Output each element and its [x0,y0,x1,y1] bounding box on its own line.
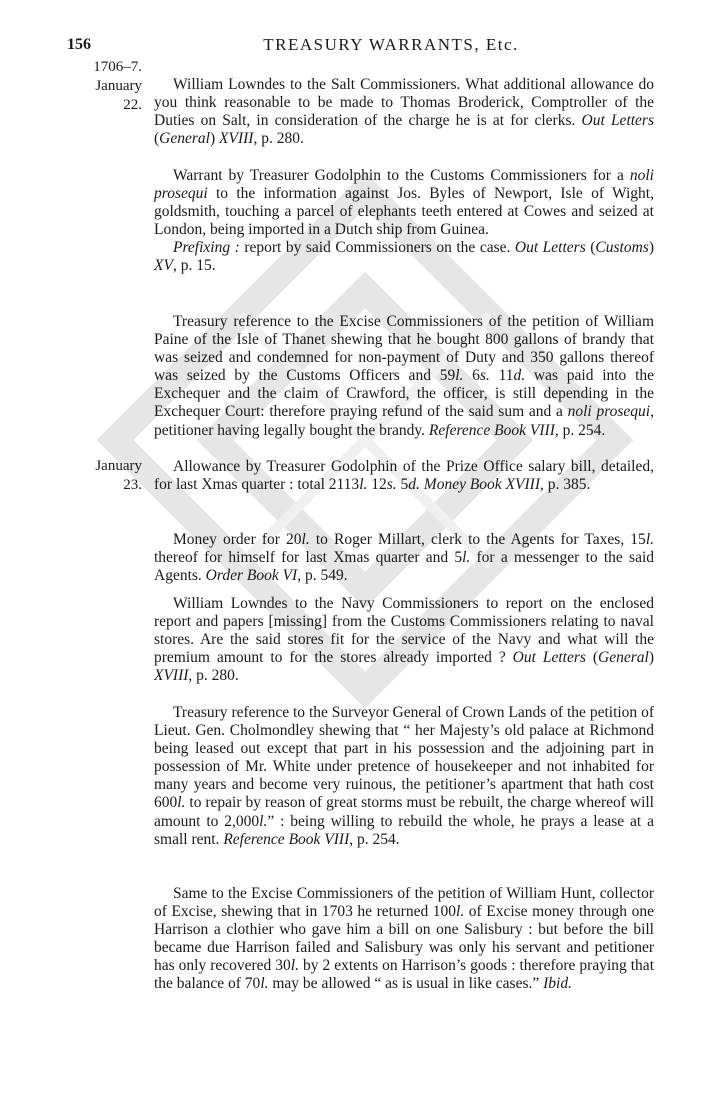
italic-run: Order Book VI [205,567,298,585]
text-run: William Lowndes to the Salt Commissioners. What additional allowance do you think reasonable to be made to Thomas Broderick, Comptroller of the Duties on Salt, in consideration of the charge he is at for clerks. [154,76,654,130]
italic-run: Ibid. [543,975,572,993]
italic-run: noli prosequi [154,167,654,203]
text-run: William Lowndes to the Navy Commissioners to report on the enclosed report and papers [missing] from the Customs Commissioners relating to naval stores. Are the said stores fit for the service of the Navy and what will the premium amount to for the stores already imported ? [154,595,654,667]
text-run: to repair by reason of great storms must be rebuilt, the charge whereof will amount to 2,000 [154,794,654,830]
italic-run: XVIII [219,130,254,148]
italic-run: l. [462,549,471,567]
italic-run: l. [455,367,464,385]
text-run: Treasury reference to the Excise Commissioners of the petition of William Paine of the Isle of Thanet shewing that he bought 800 gallons of brandy that was seized and condemned for non-payment of Duty and 350 gallons thereof was seized by the Customs Officers and 59 [154,313,654,385]
text-run: by 2 extents on Harrison’s goods : therefore praying that the balance of 70 [154,957,654,993]
running-head: TREASURY WARRANTS, Etc. [263,35,519,54]
entry-millart [154,531,654,585]
text-run: , p. 385. [540,476,591,494]
entry-prefix-note [154,239,654,275]
italic-run: Reference Book VIII [223,830,350,848]
italic-run: Out Letters [514,239,586,257]
entry-text [154,458,654,494]
entry-lowndes-navy [154,595,654,685]
text-run: Warrant by Treasurer Godolphin to the Customs Commissioners for a [173,167,630,184]
italic-run: l. [290,957,299,975]
text-run: ” : being willing to rebuild the whole, he prays a lease at a small rent. [154,812,654,848]
text-run: , p. 254. [554,421,606,439]
italic-run: General [598,649,649,667]
text-run: ( [585,649,599,667]
italic-run: d. [513,367,526,385]
margin-date-month-2: January [95,458,142,474]
margin-date-day-1: 22. [123,97,142,113]
text-run: Treasury reference to the Surveyor General of Crown Lands of the petition of Lieut. Gen. Cholmondley shewing that “ her Majesty’s old palace at Richmond being leased out except that part in his possession and the adjoining part in possession of Mr. White under pretence of housekeeper and not inhabited for many years and become very ruinous, the petitioner’s apartment that hath cost 600 [154,704,654,812]
text-run: , p. 280. [188,667,239,685]
text-run: , p. 15. [172,257,216,275]
italic-run: l. [456,903,465,921]
italic-run: Out Letters [581,112,654,130]
italic-run: XVIII [154,667,189,685]
italic-run: General [159,130,210,148]
italic-run: l. [177,794,186,812]
text-run: 12 [367,476,387,494]
italic-run: Money Book XVIII [423,476,540,494]
text-run: report by said Commissioners on the case. [239,239,515,257]
entry-godolphin-customs [154,167,654,276]
text-run: Money order for 20 [173,531,302,548]
italic-run: l. [259,812,268,830]
text-run: ( [154,130,160,148]
italic-run: noli prosequi [567,403,651,421]
text-run: , p. 549. [297,567,348,585]
text-run: of Excise money through one Harrison a clothier who gave him a bill on one Salisbury : but before the bill became due Harrison failed and Salisbury was only his servant and petitioner has only recovered 30 [154,903,654,975]
italic-run: d. [408,476,420,494]
text-run: ( [585,239,596,257]
text-run: Same to the Excise Commissioners of the petition of William Hunt, collector of Excise, shewing that in 1703 he returned 100 [154,885,654,921]
entry-text [154,531,654,585]
italic-run: XV [154,257,173,275]
text-run: to Roger Millart, clerk to the Agents for Taxes, 15 [309,531,646,548]
entry-hunt [154,885,654,994]
text-run: ) [648,649,654,667]
margin-date-month-1: January [95,78,142,94]
text-run: ) [209,130,220,148]
entry-text [154,167,654,239]
text-run: 6 [463,367,480,385]
italic-run: s. [479,367,490,385]
entry-text [154,595,654,685]
text-run: was paid into the Exchequer and the claim of Crawford, the officer, is still depending in the Exchequer Court: therefore praying refund of the said sum and a [154,367,654,421]
entry-lowndes-salt [154,76,654,148]
italic-run: l. [260,975,269,993]
margin-date-year: 1706–7. [93,59,142,75]
entry-prize-office [154,458,654,494]
text-run: to the information against Jos. Byles of Newport, Isle of Wight, goldsmith, touching a parcel of elephants teeth entered at Cowes and seized at London, being imported in a Dutch ship from Guinea. [154,185,654,239]
text-run: 5 [396,476,409,494]
italic-run: l. [645,531,654,548]
text-run: for a messenger to the said Agents. [154,549,655,585]
text-run: thereof for himself for last Xmas quarter and 5 [154,549,463,567]
entry-text [154,885,654,994]
text-run: , p. 254. [349,830,400,848]
italic-run: Out Letters [512,649,586,667]
entry-cholmondley [154,704,654,849]
entry-text [154,76,654,148]
margin-date-day-2: 23. [123,477,142,493]
text-run: , p. 280. [253,130,304,148]
page-number: 156 [67,36,91,53]
italic-run: l. [301,531,310,548]
text-run: ) [648,239,654,257]
italic-run: Customs [595,239,649,257]
entry-text [154,704,654,849]
text-run: , petitioner having legally bought the brandy. [154,403,654,439]
entry-text [154,313,654,440]
italic-run: Prefixing : [173,239,240,257]
text-run: Allowance by Treasurer Godolphin of the Prize Office salary bill, detailed, for last Xmas quarter : total 2113 [154,458,654,494]
text-run: 11 [489,367,514,385]
italic-run: Reference Book VIII [428,421,555,439]
entry-paine-brandy [154,313,654,440]
text-run: may be allowed “ as is usual in like cases.” [268,975,544,993]
italic-run: s. [386,476,397,494]
italic-run: l. [359,476,368,494]
